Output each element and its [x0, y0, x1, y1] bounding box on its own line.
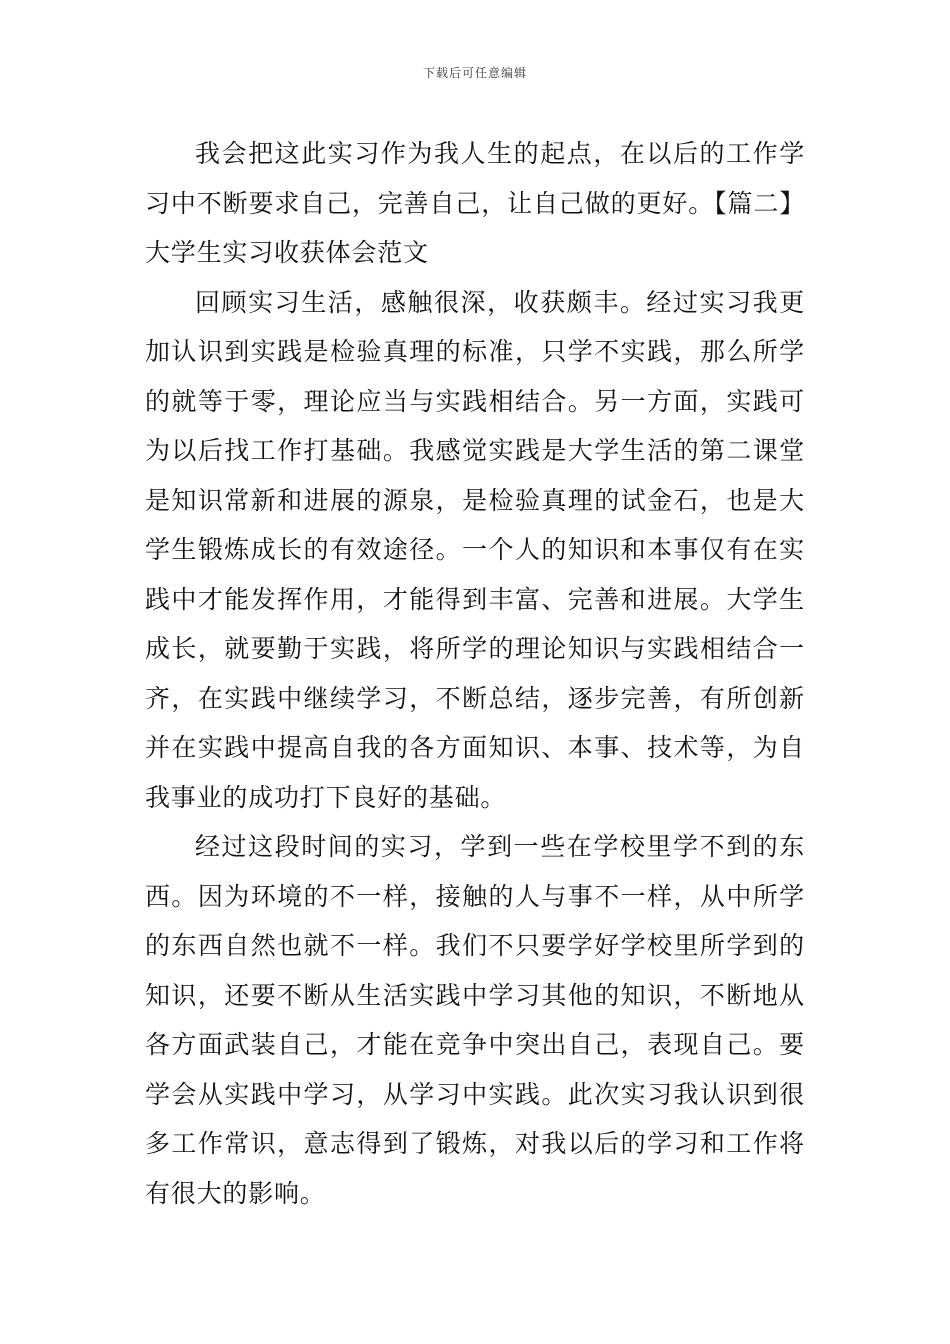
page-header: 下载后可任意编辑 — [422, 66, 527, 80]
paragraph-1: 我会把这此实习作为我人生的起点，在以后的工作学习中不断要求自己，完善自己，让自己做的更好。【篇二】大学生实习收获体会范文 — [145, 139, 805, 267]
document-body — [145, 129, 805, 1218]
paragraph-2: 回顾实习生活，感触很深，收获颇丰。经过实习我更加认识到实践是检验真理的标准，只学不实践，那么所学的就等于零，理论应当与实践相结合。另一方面，实践可为以后找工作打基础。我感觉实践是大学生活的第二课堂是知识常新和进展的源泉，是检验真理的试金石，也是大学生锻炼成长的有效途径。一个人的知识和本事仅有在实践中才能发挥作用，才能得到丰富、完善和进展。大学生成长，就要勤于实践，将所学的理论知识与实践相结合一齐，在实践中继续学习，不断总结，逐步完善，有所创新并在实践中提高自我的各方面知识、本事、技术等，为自我事业的成功打下良好的基础。 — [145, 287, 805, 812]
paragraph-3: 经过这段时间的实习，学到一些在学校里学不到的东西。因为环境的不一样，接触的人与事不一样，从中所学的东西自然也就不一样。我们不只要学好学校里所学到的知识，还要不断从生活实践中学习其他的知识，不断地从各方面武装自己，才能在竞争中突出自己，表现自己。要学会从实践中学习，从学习中实践。此次实习我认识到很多工作常识，意志得到了锻炼，对我以后的学习和工作将有很大的影响。 — [145, 832, 805, 1208]
